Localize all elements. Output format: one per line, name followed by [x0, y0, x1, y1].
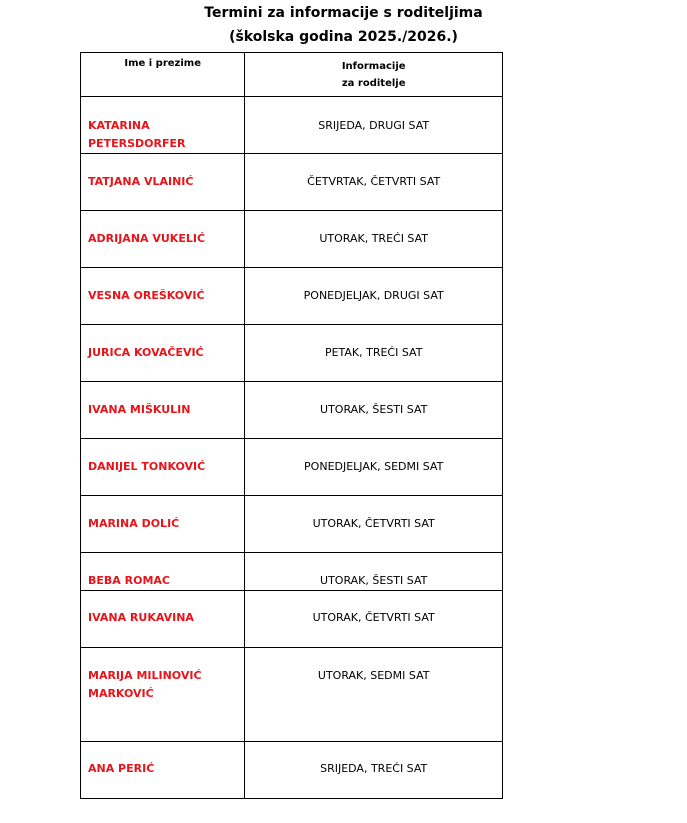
header-name: Ime i prezime	[81, 53, 245, 97]
table-row	[81, 742, 503, 799]
teacher-name: VESNA OREŠKOVIĆ	[81, 268, 245, 325]
teacher-name: IVANA MIŠKULIN	[81, 382, 245, 439]
info-time: UTORAK, ČETVRTI SAT	[245, 591, 503, 648]
table-row	[81, 325, 503, 382]
teacher-name: DANIJEL TONKOVIĆ	[81, 439, 245, 496]
table-row	[81, 553, 503, 591]
table-row	[81, 382, 503, 439]
table-header-row	[81, 53, 503, 97]
info-time: UTORAK, TREĆI SAT	[245, 211, 503, 268]
header-info-line2: za roditelje	[341, 78, 406, 89]
table-row	[81, 97, 503, 154]
header-info	[245, 53, 503, 97]
info-time: ČETVRTAK, ČETVRTI SAT	[245, 154, 503, 211]
info-time: UTORAK, SEDMI SAT	[245, 648, 503, 742]
table-row	[81, 591, 503, 648]
document-title: Termini za informacije s roditeljima	[204, 5, 483, 21]
schedule-table	[80, 52, 503, 799]
info-time: PETAK, TREĆI SAT	[245, 325, 503, 382]
teacher-name: BEBA ROMAC	[81, 553, 245, 591]
table-row	[81, 211, 503, 268]
info-time: UTORAK, ŠESTI SAT	[245, 382, 503, 439]
teacher-name: MARINA DOLIĆ	[81, 496, 245, 553]
teacher-name: IVANA RUKAVINA	[81, 591, 245, 648]
table-row	[81, 439, 503, 496]
info-time: SRIJEDA, TREĆI SAT	[245, 742, 503, 799]
teacher-name: TATJANA VLAINIĆ	[81, 154, 245, 211]
teacher-name: ADRIJANA VUKELIĆ	[81, 211, 245, 268]
info-time: PONEDJELJAK, SEDMI SAT	[245, 439, 503, 496]
info-time: UTORAK, ČETVRTI SAT	[245, 496, 503, 553]
table-row	[81, 648, 503, 742]
header-info-line1: Informacije	[341, 61, 406, 72]
teacher-name: MARIJA MILINOVIĆ MARKOVIĆ	[81, 648, 245, 742]
table-row	[81, 268, 503, 325]
info-time: SRIJEDA, DRUGI SAT	[245, 97, 503, 154]
info-time: UTORAK, ŠESTI SAT	[245, 553, 503, 591]
table-row	[81, 154, 503, 211]
table-row	[81, 496, 503, 553]
teacher-name: KATARINA PETERSDORFER	[81, 97, 245, 154]
teacher-name: JURICA KOVAČEVIĆ	[81, 325, 245, 382]
teacher-name: ANA PERIĆ	[81, 742, 245, 799]
info-time: PONEDJELJAK, DRUGI SAT	[245, 268, 503, 325]
document-subtitle: (školska godina 2025./2026.)	[229, 29, 458, 45]
